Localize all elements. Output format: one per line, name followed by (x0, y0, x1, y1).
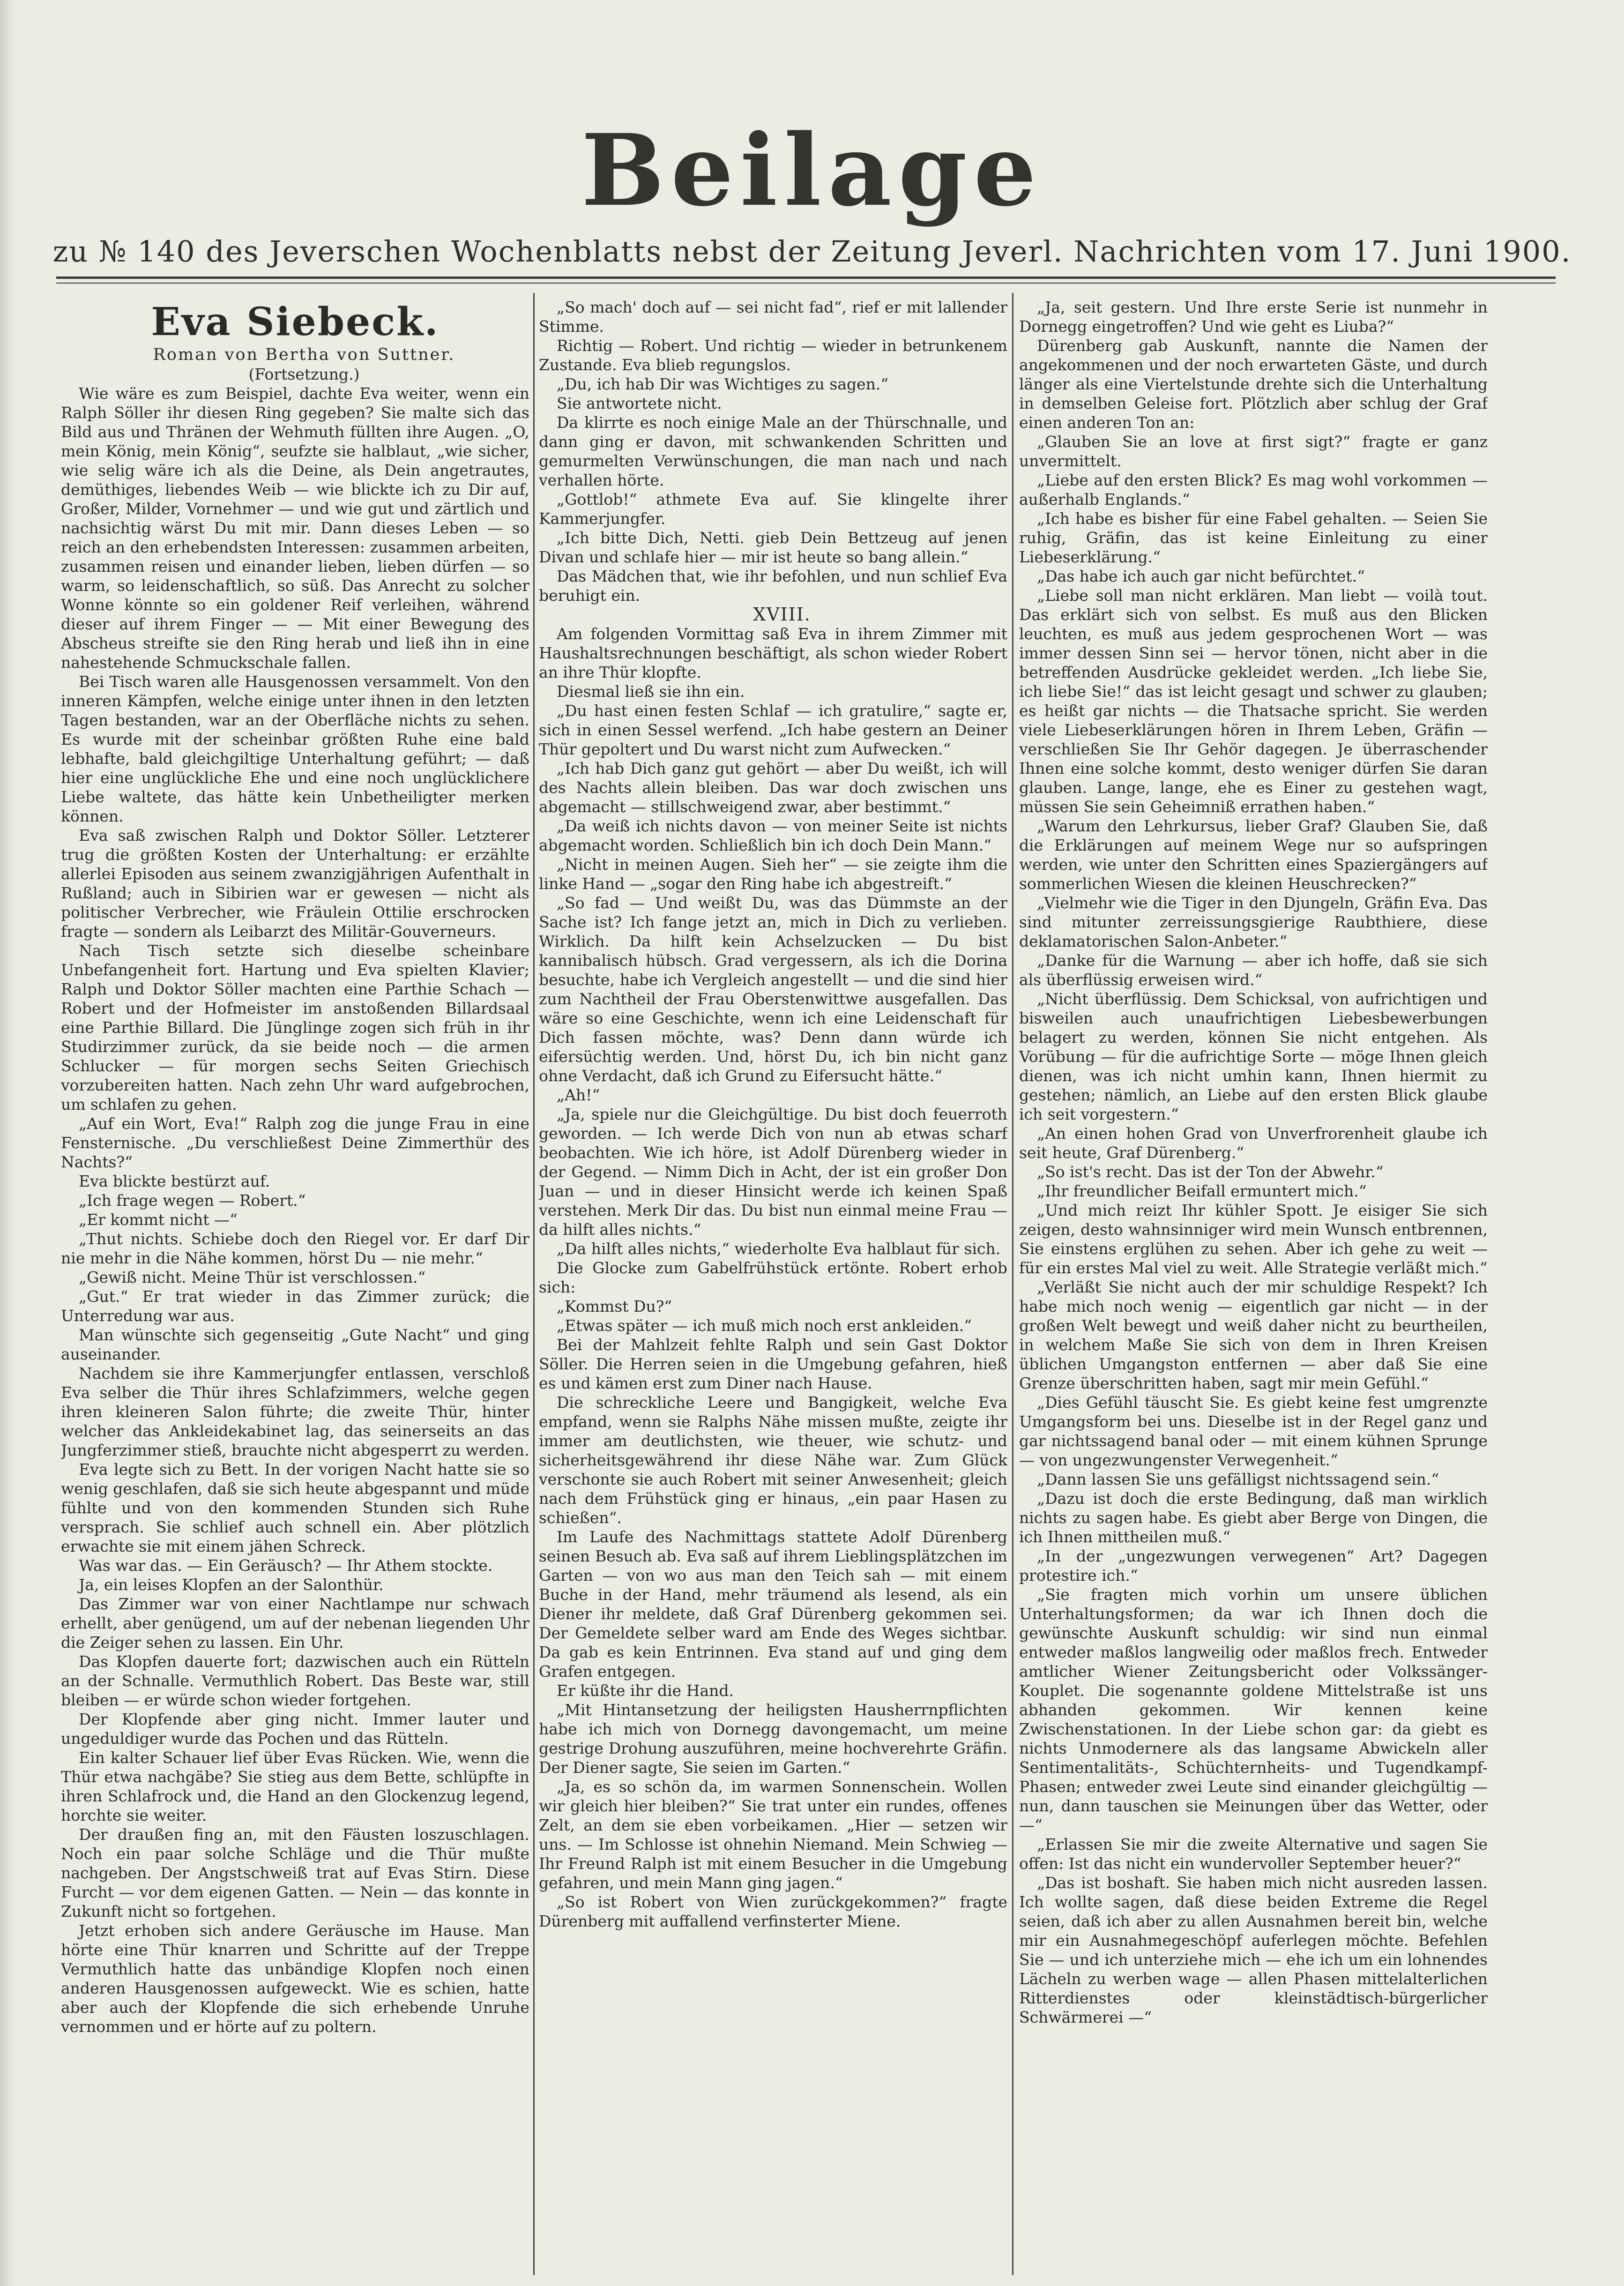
paragraph: „So fad — Und weißt Du, was das Dümmste an der Sache ist? Ich fange jetzt an, mich in Dich zu verlieben. Wirklich. Da hilft kein Achselzucken — Du bist kannibalisch hübsch. Grad vergessern, als ich die Dorina besuchte, habe ich Vergleich angestellt — und die sind hier zum Nachtheil der Frau Oberstenwittwe ausgefallen. Das wäre so eine Geschichte, wenn ich eine Leidenschaft für Dich fassen möchte, was? Denn dann würde ich eifersüchtig werden. Und, hörst Du, ich bin nicht ganz ohne Verdacht, daß ich Grund zu Eifersucht hätte.“ (539, 894, 1007, 1085)
column-3 (1019, 298, 1488, 2268)
column-2-body-b (539, 624, 1007, 1931)
paragraph: „So mach' doch auf — sei nicht fad“, rief er mit lallender Stimme. (539, 298, 1007, 336)
paragraph: Dürenberg gab Auskunft, nannte die Namen der angekommenen und der noch erwarteten Gäste, und durch länger als eine Viertelstunde drehte sich die Unterhaltung in demselben Geleise fort. Plötzlich aber schlug der Graf einen anderen Ton an: (1019, 336, 1488, 432)
paragraph: „Gut.“ Er trat wieder in das Zimmer zurück; die Unterredung war aus. (61, 1287, 529, 1325)
paragraph: „In der „ungezwungen verwegenen“ Art? Dagegen protestire ich.“ (1019, 1547, 1488, 1584)
paragraph: „Du, ich hab Dir was Wichtiges zu sagen.“ (557, 375, 889, 393)
paragraph: „An einen hohen Grad von Unverfrorenheit glaube ich seit heute, Graf Dürenberg.“ (1019, 1124, 1488, 1162)
paragraph: Das Klopfen dauerte fort; dazwischen auch ein Rütteln an der Schnalle. Vermuthlich Robert. Das Beste war, still bleiben — er würde schon wieder fortgehen. (61, 1652, 529, 1709)
paragraph: „Nicht überflüssig. Dem Schicksal, von aufrichtigen und bisweilen auch unaufrichtigen Liebesbewerbungen belagert zu werden, können Sie nicht entgehen. Als Vorübung — für die aufrichtige Sorte — möge Ihnen gleich dienen, was ich nicht umhin kann, Ihnen hiermit zu gestehen; nämlich, an Liebe auf den ersten Blick glaube ich seit vorgestern.“ (1019, 990, 1488, 1123)
paragraph: „Danke für die Warnung — aber ich hoffe, daß sie sich als überflüssig erweisen wird.“ (1019, 951, 1488, 989)
paragraph: „Da hilft alles nichts,“ wiederholte Eva halblaut für sich. (557, 1240, 1001, 1258)
paragraph: „Ich frage wegen — Robert.“ (79, 1191, 306, 1210)
paragraph: „Das ist boshaft. Sie haben mich nicht ausreden lassen. Ich wollte sagen, daß diese beiden Extreme die Regel seien, daß ich aber zu allen Ausnahmen bereit bin, welche mir ein Ausnahmegeschöpf auferlegen möchte. Befehlen Sie — und ich unterziehe mich — ehe ich um ein lohnendes Lächeln zu werben wage — allen Phasen mittelalterlichen Ritterdienstes oder kleinstädtisch-bürgerlicher Schwärmerei —“ (1019, 1874, 1488, 2026)
paragraph: Jetzt erhoben sich andere Geräusche im Hause. Man hörte eine Thür knarren und Schritte auf der Treppe Vermuthlich hatte das unbändige Klopfen noch einen anderen Hausgenossen aufgeweckt. Wie es schien, hatte aber auch der Klopfende die sich erhebende Unruhe vernommen und er hörte auf zu poltern. (61, 1921, 529, 2036)
header-rule (56, 276, 1556, 279)
paragraph: „Erlassen Sie mir die zweite Alternative und sagen Sie offen: Ist das nicht ein wundervoller September heuer?“ (1019, 1835, 1488, 1873)
paragraph: Nach Tisch setzte sich dieselbe scheinbare Unbefangenheit fort. Hartung und Eva spielten Klavier; Ralph und Doktor Söller machten eine Parthie Schach — Robert und der Hofmeister im anstoßenden Billardsaal eine Parthie Billard. Die Jünglinge zogen sich früh in ihr Studirzimmer zurück, da sie beide noch — die armen Schlucker — für morgen sechs Seiten Griechisch vorzubereiten hatten. Nach zehn Uhr ward aufgebrochen, um schlafen zu gehen. (61, 941, 529, 1113)
paragraph: Sie antwortete nicht. (557, 394, 722, 412)
column-3-body (1019, 298, 1488, 2027)
paragraph: „Warum den Lehrkursus, lieber Graf? Glauben Sie, daß die Erklärungen auf meinem Wege nur so aufspringen werden, wie unter den Schritten eines Spaziergängers auf sommerlichen Wiesen die kleinen Heuschrecken?“ (1019, 817, 1488, 893)
paragraph: „Kommst Du?“ (557, 1297, 672, 1315)
paragraph: Richtig — Robert. Und richtig — wieder in betrunkenem Zustande. Eva blieb regungslos. (539, 336, 1007, 374)
paragraph: Das Mädchen that, wie ihr befohlen, und nun schlief Eva beruhigt ein. (539, 567, 1007, 605)
paragraph: Eva saß zwischen Ralph und Doktor Söller. Letzterer trug die größten Kosten der Unterhaltung: er erzählte allerlei Episoden aus seinem zwanzigjährigen Aufenthalt in Rußland; auch in Sibirien war er gewesen — nicht als politischer Verbrecher, wie Fräulein Ottilie erschrocken fragte — sondern als Leibarzt des Militär-Gouverneurs. (61, 826, 529, 941)
column-1-body (61, 384, 529, 2036)
scan-edge (0, 0, 14, 2286)
paragraph: „Ihr freundlicher Beifall ermuntert mich.“ (1037, 1182, 1367, 1200)
paragraph: Bei der Mahlzeit fehlte Ralph und sein Gast Doktor Söller. Die Herren seien in die Umgebung gefahren, hieß es und kämen erst zum Diner nach Hause. (539, 1336, 1007, 1392)
paragraph: Der Klopfende aber ging nicht. Immer lauter und ungeduldiger wurde das Pochen und das Rütteln. (61, 1710, 529, 1748)
paragraph: Am folgenden Vormittag saß Eva in ihrem Zimmer mit Haushaltsrechnungen beschäftigt, als schon wieder Robert an ihre Thür klopfte. (539, 625, 1007, 681)
paragraph: Da klirrte es noch einige Male an der Thürschnalle, und dann ging er davon, mit schwankenden Schritten und gemurmelten Verwünschungen, die man nach und nach verhallen hörte. (539, 413, 1007, 489)
paragraph: Die Glocke zum Gabelfrühstück ertönte. Robert erhob sich: (539, 1259, 1007, 1296)
paragraph: „Ja, spiele nur die Gleichgültige. Du bist doch feuerroth geworden. — Ich werde Dich von nun ab etwas scharf beobachten. Wie ich höre, ist Adolf Dürenberg wieder in der Gegend. — Nimm Dich in Acht, der ist ein großer Don Juan — und in dieser Hinsicht werde ich keinen Spaß verstehen. Merk Dir das. Du bist nun einmal meine Frau — da hilft alles nichts.“ (539, 1105, 1007, 1239)
masthead-subtitle: zu № 140 des Jeverschen Wochenblatts nebst der Zeitung Jeverl. Nachrichten vom 17. Juni 1900. (52, 234, 1572, 269)
paragraph: Man wünschte sich gegenseitig „Gute Nacht“ und ging auseinander. (61, 1326, 529, 1363)
paragraph: „Das habe ich auch gar nicht befürchtet.“ (1037, 567, 1365, 585)
paragraph: Ja, ein leises Klopfen an der Salonthür. (79, 1576, 384, 1594)
paragraph: „Er kommt nicht —“ (79, 1210, 238, 1229)
paragraph: „Ich hab Dich ganz gut gehört — aber Du weißt, ich will des Nachts allein bleiben. Das war doch zwischen uns abgemacht — stillschweigend zwar, aber bestimmt.“ (539, 759, 1007, 816)
column-rule (533, 293, 535, 2275)
story-byline: Roman von Bertha von Suttner. (153, 345, 455, 364)
column-2 (539, 298, 1007, 2268)
paragraph: „Vielmehr wie die Tiger in den Djungeln, Gräfin Eva. Das sind mitunter zerreissungsgierige Raubthiere, diese deklamatorischen Salon-Anbeter.“ (1019, 894, 1488, 950)
column-2-body-a (539, 298, 1007, 605)
paragraph: Die schreckliche Leere und Bangigkeit, welche Eva empfand, wenn sie Ralphs Nähe missen mußte, zeigte ihr immer am deutlichsten, wie theuer, wie schutz- und sicherheitsgewährend ihr diese Nähe war. Zum Glück verschonte sie auch Robert mit seiner Anwesenheit; gleich nach dem Frühstück ging er hinaus, „ein paar Hasen zu schießen“. (539, 1393, 1007, 1527)
paragraph: „Ja, seit gestern. Und Ihre erste Serie ist nunmehr in Dornegg eingetroffen? Und wie geht es Liuba?“ (1019, 298, 1488, 336)
paragraph: „Da weiß ich nichts davon — von meiner Seite ist nichts abgemacht worden. Schließlich bin ich doch Dein Mann.“ (539, 817, 1007, 854)
paragraph: „Ja, es so schön da, im warmen Sonnenschein. Wollen wir gleich hier bleiben?“ Sie trat unter ein rundes, offenes Zelt, an dem sie eben vorbeikamen. „Hier — setzen wir uns. — Im Schlosse ist ohnehin Niemand. Mein Schwieg — Ihr Freund Ralph ist mit einem Besucher in die Umgebung gefahren, und mein Mann ging jagen.“ (539, 1778, 1007, 1892)
paragraph: Er küßte ihr die Hand. (557, 1681, 734, 1700)
story-continuation: (Fortsetzung.) (248, 365, 360, 383)
paragraph: Diesmal ließ sie ihn ein. (557, 682, 745, 701)
paragraph: „Liebe soll man nicht erklären. Man liebt — voilà tout. Das erklärt sich von selbst. Es muß aus den Blicken leuchten, es muß aus jedem gesprochenen Wort — was immer dessen Sinn sei — hervor tönen, nicht aber in die betreffenden Ausdrücke gekleidet werden. „Ich liebe Sie, ich liebe Sie!“ das ist leicht gesagt und schwer zu glauben; es heißt gar nichts — die Thatsache spricht. Sie werden viele Liebeserklärungen hören in Ihrem Leben, Gräfin — verschließen Sie Ihr Gehör dagegen. Je überraschender Ihnen eine solche kommt, desto weniger dürfen Sie daran glauben. Lange, lange, ehe es Einer zu gestehen wagt, müssen Sie sein Geheimniß errathen haben.“ (1019, 586, 1488, 816)
paragraph: „So ist's recht. Das ist der Ton der Abwehr.“ (1037, 1163, 1384, 1181)
header-rule-thin (56, 283, 1556, 284)
paragraph: „Verläßt Sie nicht auch der mir schuldige Respekt? Ich habe mich noch wenig — eigentlich gar nicht — in der großen Welt bewegt und weiß daher nicht zu beurtheilen, in welchem Maße Sie sich von dem in Ihren Kreisen üblichen Umgangston entfernen — aber daß Sie eine Grenze überschritten haben, sagt mir mein Gefühl.“ (1019, 1278, 1488, 1392)
paragraph: „Ich habe es bisher für eine Fabel gehalten. — Seien Sie ruhig, Gräfin, das ist keine Einleitung zu einer Liebeserklärung.“ (1019, 509, 1488, 566)
chapter-heading: XVIII. (753, 604, 811, 625)
paragraph: Nachdem sie ihre Kammerjungfer entlassen, verschloß Eva selber die Thür ihres Schlafzimmers, welche gegen ihren kleineren Salon führte; die zweite Thür, hinter welcher das Ankleidekabinet lag, das seinerseits an das Jungferzimmer stieß, brauchte nicht abgesperrt zu werden. (61, 1364, 529, 1459)
paragraph: „Glauben Sie an love at first sigt?“ fragte er ganz unvermittelt. (1019, 433, 1488, 470)
paragraph: „Gottlob!“ athmete Eva auf. Sie klingelte ihrer Kammerjungfer. (539, 490, 1007, 528)
paragraph: „Dazu ist doch die erste Bedingung, daß man wirklich nichts zu sagen habe. Es giebt aber Berge von Dingen, die ich Ihnen mittheilen muß.“ (1019, 1489, 1488, 1546)
paragraph: Bei Tisch waren alle Hausgenossen versammelt. Von den inneren Kämpfen, welche einige unter ihnen in den letzten Tagen bestanden, war an der Oberfläche nichts zu sehen. Es wurde mit der scheinbar größten Ruhe eine bald lebhafte, bald gleichgiltige Unterhaltung geführt; — daß hier eine unglückliche Ehe und eine noch unglücklichere Liebe waltete, das hätte kein Unbetheiligter merken können. (61, 672, 529, 825)
paragraph: „Sie fragten mich vorhin um unsere üblichen Unterhaltungsformen; da war ich Ihnen doch die gewünschte Auskunft schuldig: wir sind nun einmal entweder maßlos langweilig oder maßlos frech. Entweder amtlicher Wiener Zeitungsbericht oder Volkssänger-Kouplet. Die sogenannte goldene Mittelstraße ist uns abhanden gekommen. Wir kennen keine Zwischenstationen. In der Liebe schon gar: da giebt es nichts Unmodernere als das langsame Abwickeln aller Sentimentalitäts-, Schüchternheits- und Tugendkampf-Phasen; entweder zwei Leute sind einander gleichgültig — nun, dann tauschen sie Meinungen über das Wetter, oder —“ (1019, 1585, 1488, 1834)
column-1 (61, 298, 529, 2268)
paragraph: „Auf ein Wort, Eva!“ Ralph zog die junge Frau in eine Fensternische. „Du verschließest Deine Zimmerthür des Nachts?“ (61, 1114, 529, 1171)
paragraph: „Mit Hintansetzung der heiligsten Hausherrnpflichten habe ich mich von Dornegg davongemacht, um meine gestrige Drohung auszuführen, meine hochverehrte Gräfin. Der Diener sagte, Sie seien im Garten.“ (539, 1701, 1007, 1777)
paragraph: Das Zimmer war von einer Nachtlampe nur schwach erhellt, aber genügend, um auf der nebenan liegenden Uhr die Zeiger sehen zu lassen. Ein Uhr. (61, 1595, 529, 1651)
paragraph: „Dann lassen Sie uns gefälligst nichtssagend sein.“ (1037, 1470, 1439, 1488)
paragraph: „Und mich reizt Ihr kühler Spott. Je eisiger Sie sich zeigen, desto wahnsinniger wird mein Wunsch entbrennen, Sie einstens erglühen zu sehen. Aber ich gehe zu weit — für ein erstes Mal viel zu weit. Alle Strategie verläßt mich.“ (1019, 1201, 1488, 1277)
paragraph: Eva legte sich zu Bett. In der vorigen Nacht hatte sie so wenig geschlafen, daß sie sich heute abgespannt und müde fühlte und von den kommenden Stunden sich Ruhe versprach. Sie schlief auch schnell ein. Aber plötzlich erwachte sie mit einem jähen Schreck. (61, 1460, 529, 1555)
paragraph: „Dies Gefühl täuscht Sie. Es giebt keine fest umgrenzte Umgangsform bei uns. Dieselbe ist in der Regel ganz und gar nichtssagend banal oder — mit einem kühnen Sprunge — von ungezwungenster Verwegenheit.“ (1019, 1393, 1488, 1469)
paragraph: „Gewiß nicht. Meine Thür ist verschlossen.“ (79, 1268, 426, 1286)
paragraph: „Liebe auf den ersten Blick? Es mag wohl vorkommen — außerhalb Englands.“ (1019, 471, 1488, 508)
paragraph: „Thut nichts. Schiebe doch den Riegel vor. Er darf Dir nie mehr in die Nähe kommen, hörst Du — nie mehr.“ (61, 1230, 529, 1267)
paragraph: „So ist Robert von Wien zurückgekommen?“ fragte Dürenberg mit auffallend verfinsterter Miene. (539, 1893, 1007, 1930)
story-title: Eva Siebeck. (151, 299, 440, 344)
paragraph: „Ah!“ (557, 1086, 600, 1104)
paragraph: „Ich bitte Dich, Netti. gieb Dein Bettzeug auf jenen Divan und schlafe hier — mir ist heute so bang allein.“ (539, 529, 1007, 566)
paragraph: Ein kalter Schauer lief über Evas Rücken. Wie, wenn die Thür etwa nachgäbe? Sie stieg aus dem Bette, schlüpfte in ihren Schlafrock und, die Hand an den Glockenzug legend, horchte sie weiter. (61, 1748, 529, 1824)
paragraph: „Etwas später — ich muß mich noch erst ankleiden.“ (557, 1316, 972, 1335)
paragraph: Eva blickte bestürzt auf. (79, 1172, 270, 1190)
paragraph: Im Laufe des Nachmittags stattete Adolf Dürenberg seinen Besuch ab. Eva saß auf ihrem Lieblingsplätzchen im Garten — von wo aus man den Teich sah — mit einem Buche in der Hand, mehr träumend als lesend, als ein Diener ihr meldete, daß Graf Dürenberg gekommen sei. Der Gemeldete selber ward am Ende des Weges sichtbar. Da gab es kein Entrinnen. Eva stand auf und ging dem Grafen entgegen. (539, 1528, 1007, 1681)
masthead-title: Beilage (581, 112, 1043, 228)
paragraph: Was war das. — Ein Geräusch? — Ihr Athem stockte. (79, 1556, 493, 1575)
paragraph: Wie wäre es zum Beispiel, dachte Eva weiter, wenn ein Ralph Söller ihr diesen Ring gegeben? Sie malte sich das Bild aus und Thränen der Wehmuth füllten ihre Augen. „O, mein König, mein König“, seufzte sie halblaut, „wie sicher, wie selig wäre ich als die Deine, als Dein angetrautes, demüthiges, liebendes Weib — wie blickte ich zu Dir auf, Großer, Milder, Vornehmer — und wie gut und zärtlich und nachsichtig wärst Du mit mir. Dann dieses Leben — so reich an den erhebendsten Interessen: zusammen arbeiten, zusammen reisen und einander lieben, lieben dürfen — so warm, so leidenschaftlich, so süß. Das Anrecht zu solcher Wonne könnte so ein goldener Reif verleihen, während dieser auf ihrem Finger — — Mit einer Bewegung des Abscheus streifte sie den Ring herab und ließ ihn in eine nahestehende Schmuckschale fallen. (61, 384, 529, 672)
column-rule (1012, 293, 1013, 2275)
paragraph: „Du hast einen festen Schlaf — ich gratulire,“ sagte er, sich in einen Sessel werfend. „Ich habe gestern an Deiner Thür gepoltert und Du warst nicht zum Aufwecken.“ (539, 702, 1007, 758)
paragraph: „Nicht in meinen Augen. Sieh her“ — sie zeigte ihm die linke Hand — „sogar den Ring habe ich abgestreift.“ (539, 855, 1007, 893)
paragraph: Der draußen fing an, mit den Fäusten loszuschlagen. Noch ein paar solche Schläge und die Thür mußte nachgeben. Der Angstschweiß trat auf Evas Stirn. Diese Furcht — vor dem eigenen Gatten. — Nein — das konnte in Zukunft nicht so fortgehen. (61, 1825, 529, 1920)
